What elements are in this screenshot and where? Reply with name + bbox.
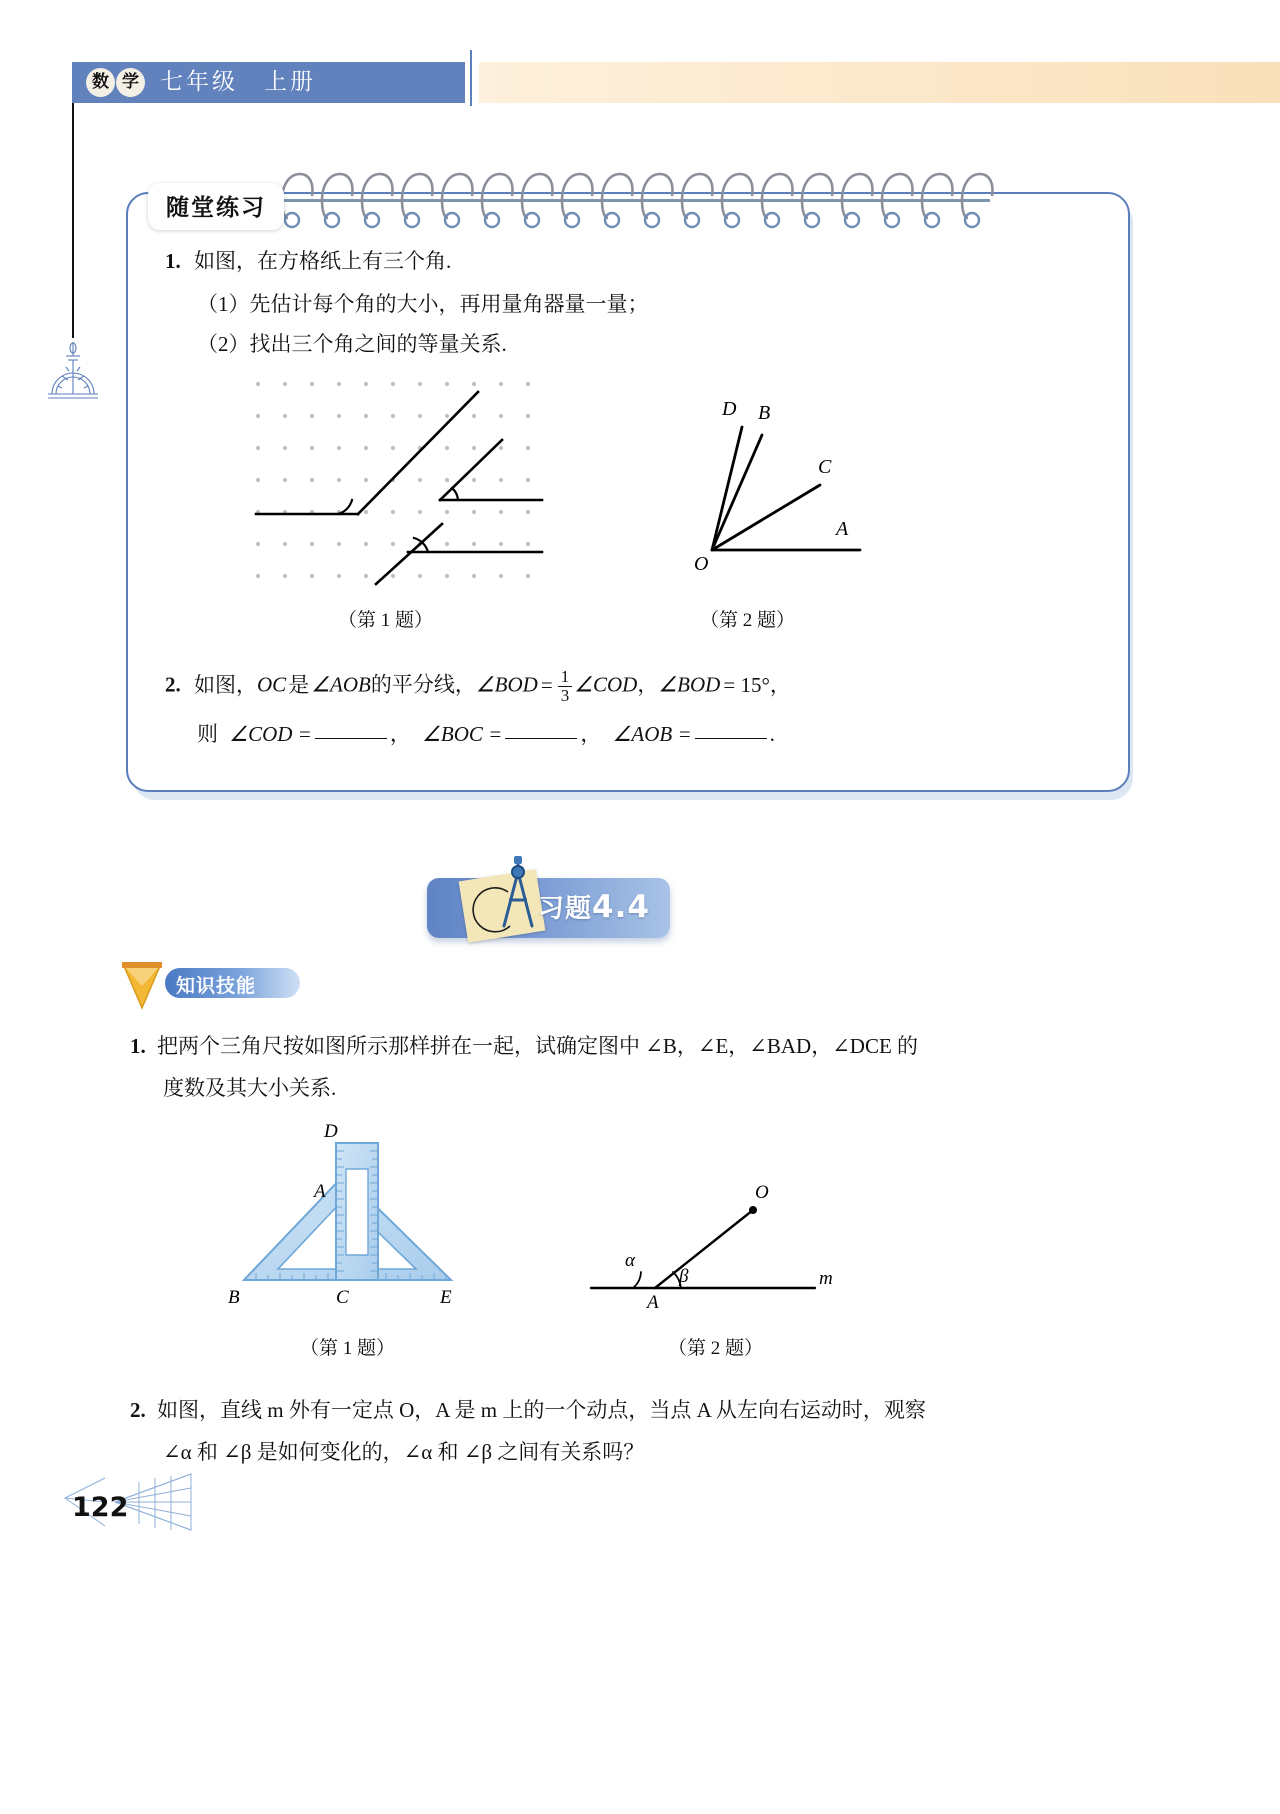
practice-card-tab: 随堂练习	[148, 183, 284, 230]
label-alpha: α	[625, 1250, 635, 1271]
practice-exercise-1-part-1: （1）先估计每个角的大小，再用量角器量一量；	[197, 292, 649, 316]
pe2-end: .	[769, 722, 775, 746]
figure-rays-from-o	[690, 395, 980, 580]
label-B: B	[228, 1287, 240, 1308]
label-D: D	[722, 398, 737, 420]
homework-banner-text	[538, 888, 650, 925]
homework-exercise-2-number: 2.	[130, 1398, 146, 1422]
pe2-bod: ∠BOD	[475, 672, 538, 697]
homework-banner-number: 4.4	[592, 889, 650, 925]
homework-banner-label: 习题	[538, 894, 593, 924]
homework-exercise-1-line-2: 度数及其大小关系.	[163, 1076, 337, 1100]
pe2-eq: =	[540, 672, 553, 697]
pe2-b: 是	[288, 672, 310, 697]
label-A: A	[836, 518, 849, 540]
spine-line	[72, 103, 74, 338]
subject-badge-1: 数	[86, 68, 115, 97]
subject-badge-2: 学	[116, 68, 145, 97]
label-O: O	[755, 1182, 769, 1203]
homework-exercise-1-number: 1.	[130, 1034, 146, 1058]
pe2-aob: ∠AOB	[311, 672, 371, 697]
pe2-val: = 15°，	[723, 672, 791, 697]
pe2-a: 如图，	[194, 672, 257, 697]
figure-alpha-beta	[585, 1180, 835, 1313]
practice-exercise-2-number: 2.	[165, 672, 181, 697]
compass-icon	[495, 856, 541, 930]
running-header-bar	[72, 62, 465, 103]
homework-exercise-2-line-2: ∠α 和 ∠β 是如何变化的，∠α 和 ∠β 之间有关系吗？	[163, 1440, 645, 1464]
label-C: C	[336, 1287, 349, 1308]
label-B: B	[758, 402, 771, 424]
label-C: C	[818, 456, 832, 478]
answer-blank-aob[interactable]	[695, 737, 767, 739]
skill-badge-label: 知识技能	[176, 975, 257, 997]
subject-badges	[86, 68, 145, 97]
label-E: E	[440, 1287, 452, 1308]
practice-exercise-1-number: 1.	[165, 249, 181, 273]
homework-figure-2-caption: （第 2 题）	[668, 1338, 764, 1359]
pe2-oc: OC	[257, 672, 287, 697]
fraction-numerator: 1	[558, 668, 573, 687]
pennant-icon	[120, 960, 164, 1012]
practice-figure-1-caption: （第 1 题）	[338, 610, 434, 631]
homework-exercise-1-line-1	[130, 1030, 918, 1064]
pe2-cod: ∠COD	[574, 672, 638, 697]
label-D: D	[324, 1121, 338, 1142]
homework-figure-1-caption: （第 1 题）	[300, 1338, 396, 1359]
answer-blank-boc[interactable]	[505, 737, 577, 739]
practice-exercise-1-part-2: （2）找出三个角之间的等量关系.	[197, 332, 507, 356]
practice-exercise-1-stem	[165, 245, 451, 279]
practice-exercise-2-line-1	[165, 668, 791, 705]
homework-exercise-1-text-1: 把两个三角尺按如图所示那样拼在一起，试确定图中 ∠B，∠E，∠BAD，∠DCE 的	[157, 1034, 919, 1058]
running-header-right	[479, 62, 1280, 103]
pe2-c: 的平分线，	[370, 672, 476, 697]
pe2-blank-aob-label: ∠AOB =	[612, 722, 692, 746]
figure-grid-angles	[246, 372, 546, 587]
homework-exercise-2-text-1: 如图，直线 m 外有一定点 O，A 是 m 上的一个动点，当点 A 从左向右运动时，观察	[157, 1398, 926, 1422]
pe2-blank-boc-label: ∠BOC =	[422, 722, 503, 746]
header-divider	[470, 50, 472, 106]
fraction-denominator: 3	[560, 685, 570, 705]
label-A: A	[314, 1181, 326, 1202]
page-number: 122	[72, 1492, 129, 1523]
header-title: 七年级 上册	[160, 69, 316, 95]
label-beta: β	[679, 1266, 689, 1287]
pe2-blank-cod-label: ∠COD =	[229, 722, 312, 746]
answer-blank-cod[interactable]	[315, 737, 387, 739]
fraction-one-third	[558, 668, 573, 705]
protractor-icon	[44, 336, 102, 404]
label-m: m	[819, 1268, 833, 1289]
label-O: O	[694, 553, 709, 575]
label-A: A	[647, 1292, 659, 1313]
pe2-prefix: 则	[197, 722, 218, 746]
practice-figure-2-caption: （第 2 题）	[700, 610, 796, 631]
figure-triangle-rulers	[226, 1121, 486, 1310]
pe2-comma: ，	[637, 672, 659, 697]
pe2-bod2: ∠BOD	[658, 672, 721, 697]
homework-exercise-2-line-1	[130, 1394, 926, 1428]
practice-exercise-2-line-2: 则 ∠COD = ， ∠BOC = ， ∠AOB = .	[197, 722, 775, 746]
practice-exercise-1-text: 如图，在方格纸上有三个角.	[194, 249, 452, 273]
spiral-rings	[280, 170, 1000, 232]
